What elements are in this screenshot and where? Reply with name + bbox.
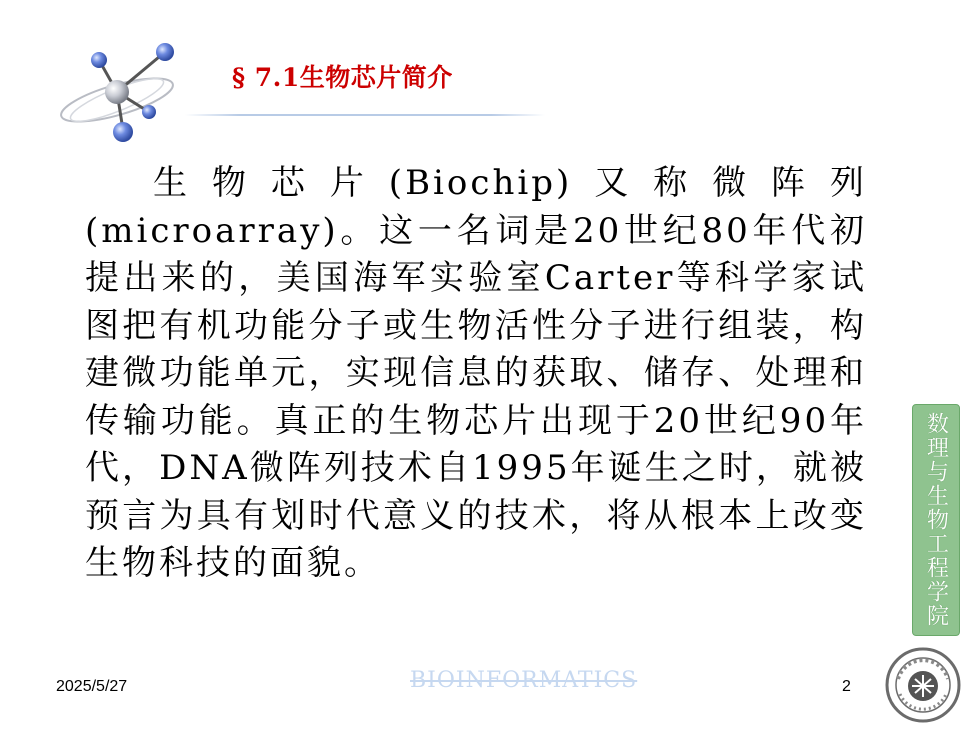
footer-date: 2025/5/27: [56, 678, 128, 695]
slide-title: § 7.1生物芯片简介: [232, 63, 453, 92]
university-seal-icon: [884, 646, 962, 724]
molecule-icon: [55, 30, 215, 150]
footer-center-text: BIOINFORMATICS: [410, 668, 638, 693]
body-paragraph: 生物芯片(Biochip)又称微阵列(microarray)。这一名词是20世纪80年代初提出来的，美国海军实验室Carter等科学家试图把有机功能分子或生物活性分子进行组装，构建微功能单元，实现信息的获取、储存、处理和传输功能。真正的生物芯片出现于20世纪90年代，DNA微阵列技术自1995年诞生之时，就被预言为具有划时代意义的技术，将从根本上改变生物科技的面貌。: [85, 163, 867, 583]
title-underline: [185, 114, 545, 116]
page-number: 2: [842, 678, 851, 695]
side-label: [912, 404, 960, 636]
side-label-text: 数理与生物工程学院: [923, 412, 949, 628]
